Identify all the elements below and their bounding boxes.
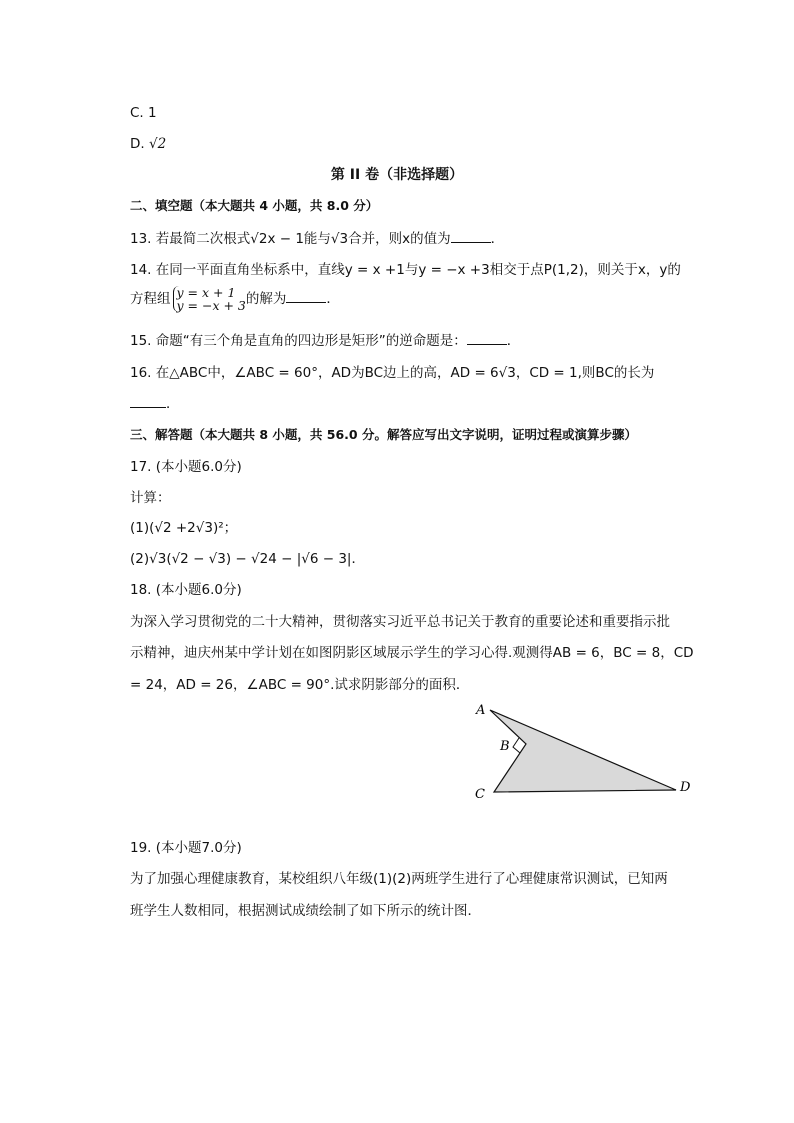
question-17-part-1: (1)(√2 +2√3)²； [130,520,238,536]
label-d: D [680,780,691,795]
question-18-line-1: 为深入学习贯彻党的二十大精神，贯彻落实习近平总书记关于教育的重要论述和重要指示批 [130,614,670,630]
question-13-period: ． [490,231,505,247]
question-14-period: ． [326,291,340,307]
label-c: C [475,787,485,802]
equation-system [173,286,246,312]
question-13 [130,229,504,249]
question-14-prefix: 方程组 [130,291,171,307]
question-15 [130,331,520,351]
option-d-value: √2 [148,136,167,152]
right-angle-mark [513,738,520,753]
equation-1: y = x + 1 [176,285,236,300]
question-19-title: 19. (本小题7.0分) [130,840,242,856]
section-2-title: 第 II 卷（非选择题） [330,167,464,183]
question-13-text: 13. 若最简二次根式√2x − 1能与√3合并，则x的值为 [130,231,451,247]
answer-blank-15 [467,332,507,345]
question-18-line-3: = 24，AD = 26，∠ABC = 90°.试求阴影部分的面积． [130,677,470,693]
question-15-text: 15. 命题“有三个角是直角的四边形是矩形”的逆命题是： [130,333,467,349]
answer-blank-13 [451,230,491,243]
option-d [130,134,166,154]
question-19-line-2: 班学生人数相同，根据测试成绩绘制了如下所示的统计图． [130,903,481,919]
question-14-line-2 [130,285,340,313]
solve-header: 三、解答题（本大题共 8 小题，共 56.0 分。解答应写出文字说明，证明过程或演算步骤） [130,427,637,442]
question-16-line-2 [130,394,180,414]
label-b: B [500,739,510,754]
option-d-label: D. [130,136,149,152]
question-17-part-2: (2)√3(√2 − √3) − √24 − |√6 − 3|． [130,551,365,567]
question-16-period: ． [166,396,180,412]
answer-blank-16 [130,395,166,408]
question-14-line-1: 14. 在同一平面直角坐标系中，直线y = x +1与y = −x +3相交于点P(1,2)，则关于x，y的 [130,262,681,278]
quadrilateral-figure [470,698,700,808]
question-17-title: 17. (本小题6.0分) [130,459,242,475]
label-a: A [476,703,486,718]
question-18-line-2: 示精神，迪庆州某中学计划在如图阴影区域展示学生的学习心得.观测得AB = 6，BC = 8，CD [130,645,694,661]
question-16-line-1: 16. 在△ABC中，∠ABC = 60°，AD为BC边上的高，AD = 6√3，CD = 1,则BC的长为 [130,365,655,381]
equation-2: y = −x + 3 [176,298,246,313]
answer-blank-14 [286,290,326,303]
fill-in-header: 二、填空题（本大题共 4 小题，共 8.0 分） [130,198,379,213]
option-c: C. 1 [130,105,157,121]
question-18-title: 18. (本小题6.0分) [130,582,242,598]
question-17-intro: 计算： [130,490,171,506]
question-15-period: ． [506,333,521,349]
question-19-line-1: 为了加强心理健康教育，某校组织八年级(1)(2)两班学生进行了心理健康常识测试，已知两 [130,871,668,887]
question-14-suffix: 的解为 [245,291,287,307]
